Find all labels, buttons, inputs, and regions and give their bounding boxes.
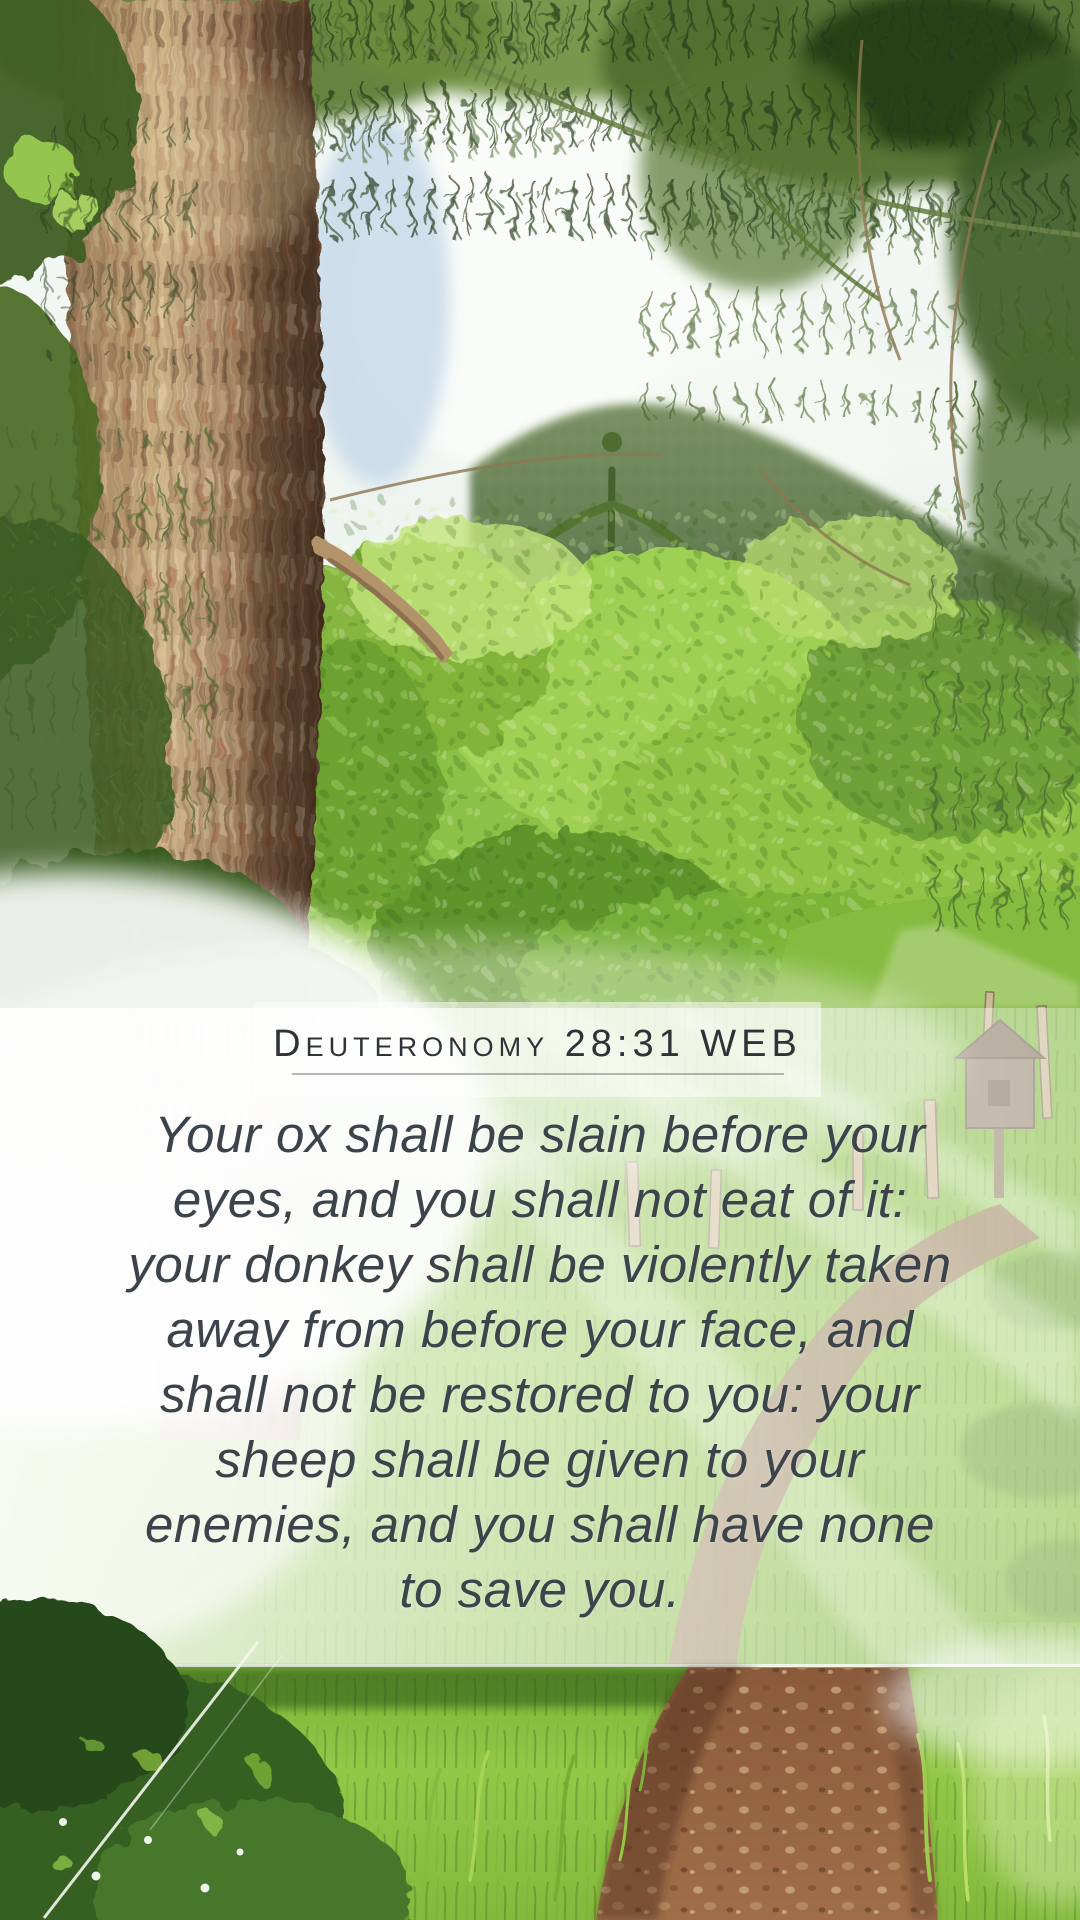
verse-line-1: Your ox shall be slain before your xyxy=(154,1106,926,1163)
reference-box xyxy=(254,1002,821,1097)
verse-line-7: enemies, and you shall have none xyxy=(144,1496,936,1553)
verse-line-6: sheep shall be given to your xyxy=(215,1431,865,1488)
verse-text-block xyxy=(40,1102,1040,1622)
verse-line-3: your donkey shall be violently taken xyxy=(128,1236,952,1293)
reference-underline xyxy=(292,1073,784,1075)
verse-line-8: to save you. xyxy=(399,1561,681,1618)
reference-title: Deuteronomy 28:31 WEB xyxy=(273,1023,802,1065)
verse-line-4: away from before your face, and xyxy=(166,1301,914,1358)
verse-line-5: shall not be restored to you: your xyxy=(160,1366,920,1423)
verse-line-2: eyes, and you shall not eat of it: xyxy=(172,1171,908,1228)
